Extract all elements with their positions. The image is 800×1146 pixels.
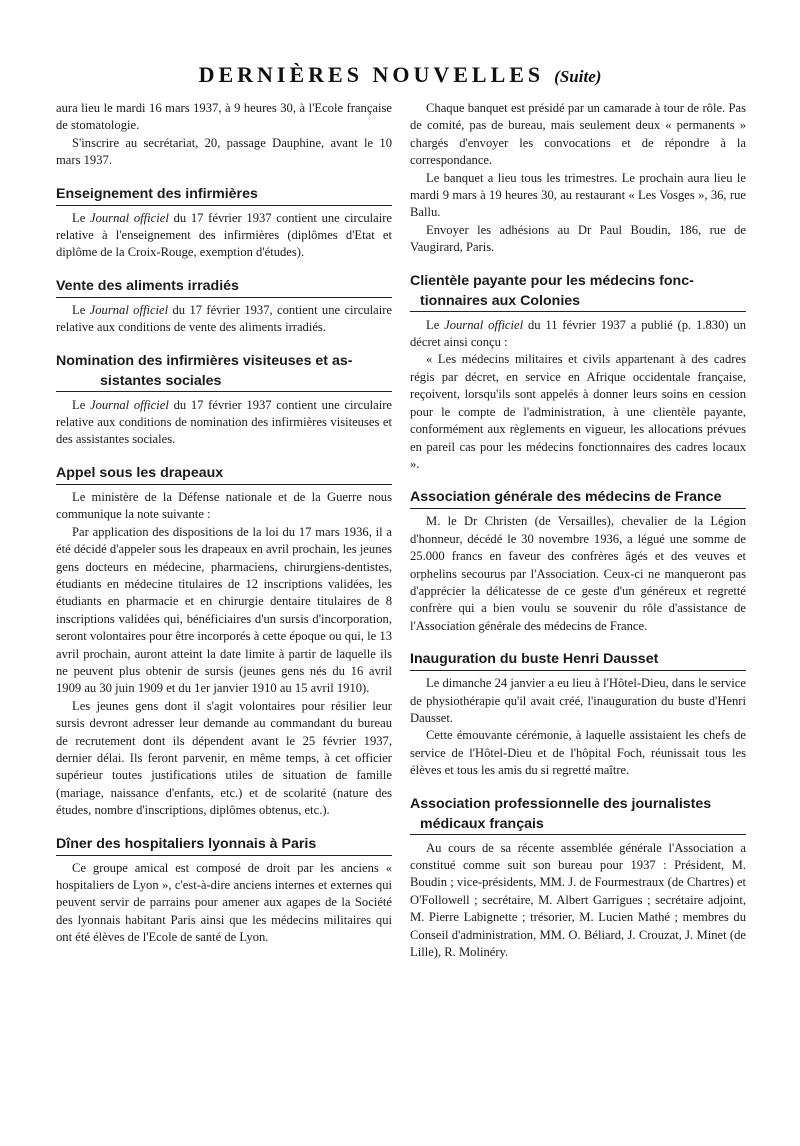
page-title-suite: (Suite) bbox=[554, 67, 602, 86]
section-title-enseignement: Enseignement des infirmières bbox=[56, 184, 392, 206]
right-intro-p2: Le banquet a lieu tous les trimestres. Le prochain aura lieu le mardi 9 mars à 19 heures 30, au restaurant « Les Vosges », 36, rue Ballu. bbox=[410, 170, 746, 220]
section-body-clientele-p2: « Les médecins militaires et civils appartenant à des cadres régis par décret, en service en Afrique occidentale française, reçoivent, lorsqu'ils sont appelés à donner leurs soins en cession pour le compte de l'administration, à une clientèle payante, conformément aux règlements en vigueur, les allocations prévues en pareil cas pour les médecins fonctionnaires des cadres locaux ». bbox=[410, 352, 746, 471]
left-intro-p2: S'inscrire au secrétariat, 20, passage Dauphine, avant le 10 mars 1937. bbox=[56, 135, 392, 168]
left-intro-p1: aura lieu le mardi 16 mars 1937, à 9 heures 30, à l'Ecole française de stomatologie. bbox=[56, 101, 392, 133]
section-title-nomination: Nomination des infirmières visiteuses et as- sistantes sociales bbox=[56, 351, 392, 393]
section-body-nomination: Le Journal officiel du 17 février 1937 contient une circulaire relative aux conditions de nomination des infirmières visiteuses et des assistantes sociales. bbox=[56, 397, 393, 447]
right-intro-p1: Chaque banquet est présidé par un camarade à tour de rôle. Pas de comité, pas de bureau, mais seulement deux « permanents » chargés d'envoyer les convocations et de répondre à la correspondance. bbox=[410, 101, 746, 168]
section-title-association-generale: Association générale des médecins de France bbox=[410, 487, 746, 509]
section-body-clientele-p1: Le Journal officiel du 11 février 1937 a publié (p. 1.830) un décret ainsi conçu : bbox=[410, 317, 746, 350]
section-body-vente: Le Journal officiel du 17 février 1937, contient une circulaire relative aux conditions de vente des aliments irradiés. bbox=[56, 302, 392, 335]
section-body-appel-p1: Le ministère de la Défense nationale et de la Guerre nous communique la note suivante : bbox=[56, 489, 392, 522]
left-column bbox=[56, 100, 392, 947]
section-body-appel-p2: Par application des dispositions de la loi du 17 mars 1936, il a été décidé d'appeler sous les drapeaux en avril prochain, les jeunes gens docteurs en médecine, pharmaciens, chirurgiens-dentistes, étudiants en médecine titulaires de 12 inscriptions validées, les étudiants en pharmacie et en chirurgie dentaire titulaires de 8 inscriptions validées qui, bénéficiaires d'un sursis d'incorporation, seront volontaires pour être incorporés à cette époque ou qui, le 13 avril prochain, auront atteint la date limite à partir de laquelle ils ne peuvent plus obtenir de sursis (jeunes gens nés du 16 avril 1909 au 30 juin 1909 et du 1er janvier 1910 au 15 avril 1910). bbox=[56, 524, 392, 696]
section-title-clientele: Clientèle payante pour les médecins fonc- tionnaires aux Colonies bbox=[410, 271, 746, 313]
section-body-inauguration-p2: Cette émouvante cérémonie, à laquelle assistaient les chefs de service de l'Hôtel-Dieu et de l'hôpital Foch, réunissait tous les élèves et tous les amis du si regretté maître. bbox=[410, 728, 746, 778]
section-body-inauguration-p1: Le dimanche 24 janvier a eu lieu à l'Hôtel-Dieu, dans le service de physiothérapie qu'il avait créé, l'inauguration du buste d'Henri Dausset. bbox=[410, 676, 746, 725]
right-column bbox=[410, 100, 746, 961]
section-body-journalistes: Au cours de sa récente assemblée générale l'Association a constitué comme suit son bureau pour 1937 : Président, M. Boudin ; vice-présidents, MM. J. de Fourmestraux (de Chartres) et O'Followell ; secrétaire, M. Albert Garrigues ; secrétaire adjoint, M. Pierre Labignette ; trésorier, M. Lucien Mathé ; membres du Conseil d'administration, MM. O. Béliard, J. Crouzat, J. Minet (de Lille), R. Molinéry. bbox=[410, 840, 746, 960]
section-title-journalistes: Association professionnelle des journalistes médicaux français bbox=[410, 794, 746, 836]
section-body-enseignement: Le Journal officiel du 17 février 1937 contient une circulaire relative à l'enseignement des infirmières (diplômes d'Etat et diplôme de la Croix-Rouge, exemption d'études). bbox=[56, 210, 393, 260]
section-title-appel: Appel sous les drapeaux bbox=[56, 463, 392, 485]
right-intro-p3: Envoyer les adhésions au Dr Paul Boudin, 186, rue de Vaugirard, Paris. bbox=[410, 222, 746, 255]
page-title-text: DERNIÈRES NOUVELLES bbox=[198, 62, 545, 87]
page-title bbox=[0, 62, 800, 88]
section-title-diner: Dîner des hospitaliers lyonnais à Paris bbox=[56, 834, 392, 856]
section-title-vente: Vente des aliments irradiés bbox=[56, 276, 392, 298]
section-body-association-generale: M. le Dr Christen (de Versailles), chevalier de la Légion d'honneur, décédé le 30 novembre 1936, a légué une somme de 25.000 francs en faveur des confrères âgés et des veuves et orphelins secourus par l'Association. Ceux-ci ne manqueront pas d'apprécier la délicatesse de ce geste d'un généreux et regretté confrère qui a bien voulu se souvenir du rôle d'assistance de l'Association générale des médecins de France. bbox=[410, 514, 746, 633]
section-body-appel-p3: Les jeunes gens dont il s'agit volontaires pour résilier leur sursis devront adresser leur demande au commandant du bureau de recrutement dont ils dépendent avant le 25 février 1937, dernier délai. Ils feront parvenir, en même temps, à cet officier supérieur toutes justifications utiles de situation de famille (mariage, naissance d'enfants, etc.) et de scolarité (nature des études, nombre d'inscriptions, diplômes obtenus, etc.). bbox=[56, 698, 392, 818]
section-body-diner: Ce groupe amical est composé de droit par les anciens « hospitaliers de Lyon », c'est-à-dire anciens internes et externes qui peuvent servir de parrains pour amener aux agapes de la Société des lyonnais habitant Paris ainsi que les médecins militaires qui ont été élèves de l'Ecole de santé de Lyon. bbox=[56, 860, 392, 945]
section-title-inauguration: Inauguration du buste Henri Dausset bbox=[410, 649, 746, 671]
